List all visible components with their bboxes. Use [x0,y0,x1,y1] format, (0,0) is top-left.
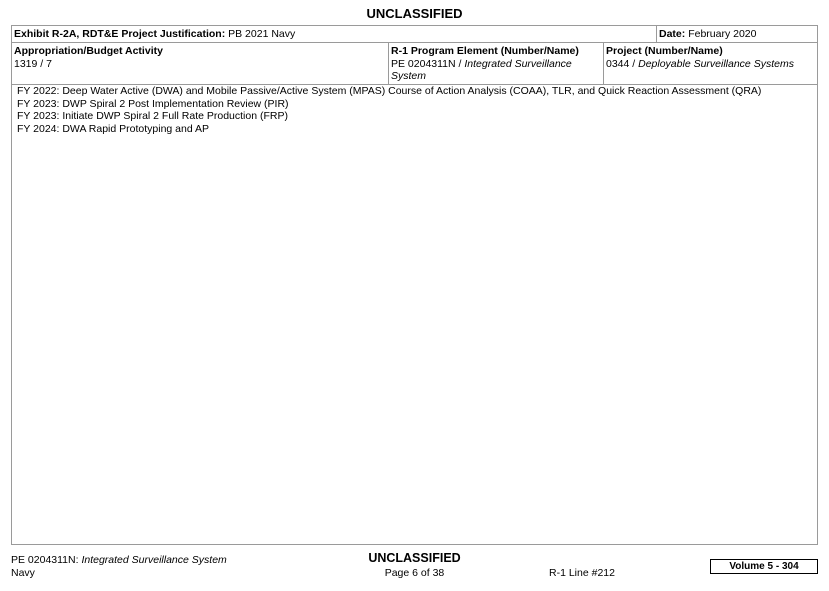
milestone-list [17,85,761,136]
footer-service: Navy [11,566,35,579]
project-label: Project (Number/Name) [606,45,723,57]
project-number: 0344 [606,57,630,70]
program-element-name-cont: System [391,70,427,82]
project-name: Deployable Surveillance Systems [638,57,794,70]
program-info-row [12,43,817,85]
r1-line-number: R-1 Line #212 [549,567,615,579]
footer-pe-name: Integrated Surveillance System [81,554,227,566]
milestone-item: FY 2023: DWP Spiral 2 Post Implementation Review (PIR) [17,97,289,110]
milestone-item: FY 2024: DWA Rapid Prototyping and AP [17,123,210,136]
date-label: Date: [659,28,686,40]
program-element-value [391,58,601,71]
exhibit-frame [11,25,818,545]
program-element-separator: / [455,57,465,70]
appropriation-value: 1319 / 7 [14,57,52,70]
appropriation-label: Appropriation/Budget Activity [14,45,163,57]
exhibit-header-row [12,26,817,43]
program-element-cell [388,43,603,85]
program-element-name: Integrated Surveillance [464,57,572,70]
exhibit-title [14,28,295,40]
page-number: Page 6 of 38 [384,567,445,579]
project-value [606,58,815,71]
project-cell [603,43,817,85]
header-divider [656,26,657,43]
classification-banner-bottom: UNCLASSIFIED [368,551,461,565]
program-element-number: PE 0204311N [391,57,456,70]
classification-banner-top: UNCLASSIFIED [366,6,463,21]
exhibit-label: Exhibit R-2A, RDT&E Project Justification: [14,28,226,40]
exhibit-value: PB 2021 Navy [228,28,296,40]
milestone-item: FY 2022: Deep Water Active (DWA) and Mobile Passive/Active System (MPAS) Course of Action Analysis (COAA), TLR, and Quick Reaction Assessment (QRA) [17,85,762,97]
exhibit-date [659,28,756,40]
footer-pe-number: PE 0204311N: [11,554,79,566]
program-element-label: R-1 Program Element (Number/Name) [391,45,579,57]
date-value: February 2020 [688,28,757,40]
appropriation-cell [12,43,388,85]
milestone-item: FY 2023: Initiate DWP Spiral 2 Full Rate Production (FRP) [17,110,288,123]
project-separator: / [629,57,639,70]
volume-badge: Volume 5 - 304 [710,559,818,574]
